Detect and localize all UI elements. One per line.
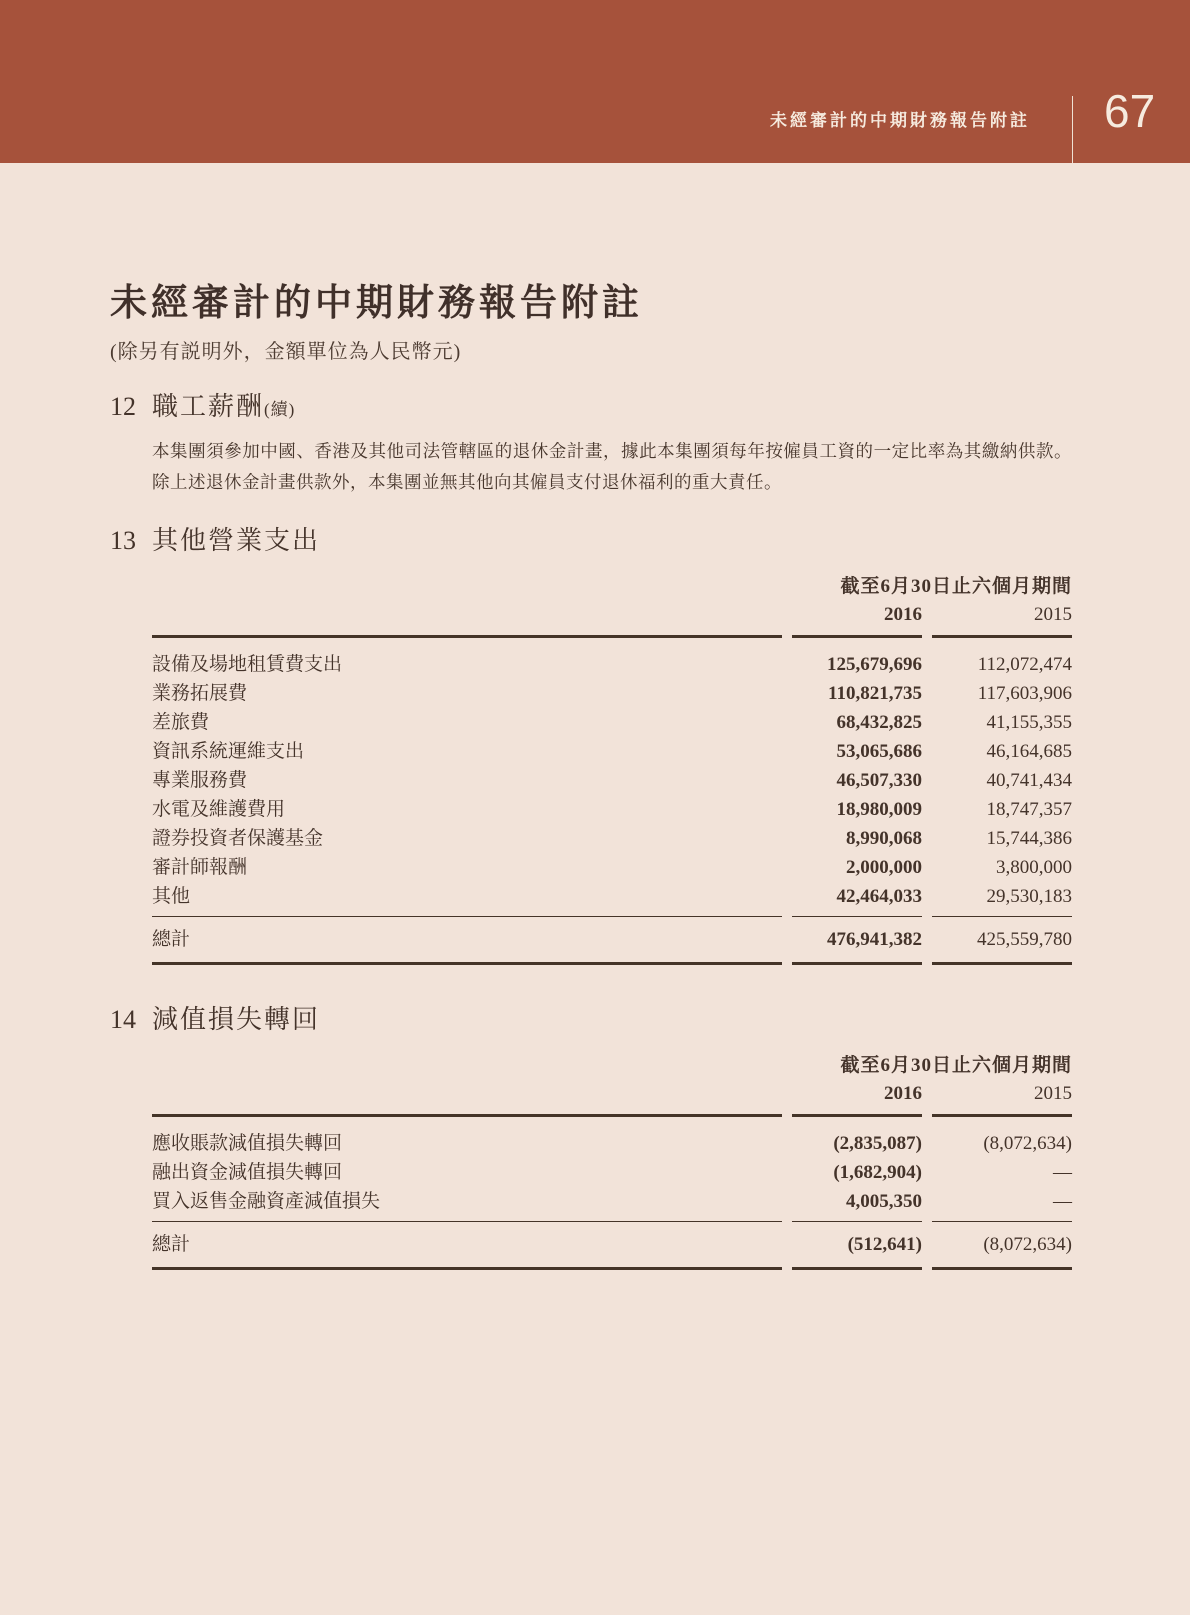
row-label: 買入返售金融資產減值損失 [152,1190,381,1212]
table-row [152,882,1072,911]
value-2015: 18,747,357 [986,798,1072,820]
value-2015: — [1053,1161,1072,1183]
value-2016: 2,000,000 [846,856,922,878]
row-label: 資訊系統運維支出 [152,740,305,762]
section-14-number: 14 [110,1004,136,1034]
value-2015: 41,155,355 [986,711,1072,733]
total-2015: 425,559,780 [977,928,1072,950]
table-body [152,1117,1072,1221]
year-column-headers [152,602,1072,628]
period-header: 截至6月30日止六個月期間 [840,1054,1072,1076]
table-total-row [152,1222,1072,1267]
table-body [152,638,1072,916]
value-2016: 110,821,735 [828,682,922,704]
value-2015: 40,741,434 [986,769,1072,791]
running-header-title: 未經審計的中期財務報告附註 [770,111,1030,130]
value-2016: 125,679,696 [827,653,922,675]
total-2016: (512,641) [847,1233,922,1255]
section-12-paragraph: 本集團須參加中國、香港及其他司法管轄區的退休金計畫，據此本集團須每年按僱員工資的一定比率為其繳納供款。除上述退休金計畫供款外，本集團並無其他向其僱員支付退休福利的重大責任。 [152,440,1072,492]
total-2016: 476,941,382 [827,928,922,950]
section-13-title: 其他營業支出 [152,525,321,555]
value-2016: 46,507,330 [836,769,922,791]
row-label: 差旅費 [152,711,210,733]
value-2016: 53,065,686 [836,740,922,762]
page-number: 67 [1104,85,1156,137]
row-label: 融出資金減值損失轉回 [152,1161,343,1183]
other-operating-expenses-table [152,573,1072,965]
year-2016-header: 2016 [884,1082,922,1104]
document-subtitle: (除另有説明外，金額單位為人民幣元) [110,340,462,363]
section-12-number: 12 [110,391,136,421]
value-2015: — [1053,1190,1072,1212]
value-2016: (1,682,904) [833,1161,922,1183]
table-row [152,708,1072,737]
total-2015: (8,072,634) [983,1233,1072,1255]
value-2016: 8,990,068 [846,827,922,849]
value-2015: (8,072,634) [983,1132,1072,1154]
section-12-heading [110,386,1072,423]
section-12-suffix: (續) [264,399,296,419]
table-row [152,824,1072,853]
value-2015: 117,603,906 [977,682,1072,704]
value-2016: 42,464,033 [836,885,922,907]
table-rule-thin [152,916,1072,917]
value-2016: 18,980,009 [836,798,922,820]
table-row [152,766,1072,795]
page-content [0,163,1190,1270]
table-row [152,679,1072,708]
total-label: 總計 [152,1233,191,1255]
year-2015-header: 2015 [1034,603,1072,625]
row-label: 證券投資者保護基金 [152,827,324,849]
year-column-headers [152,1081,1072,1107]
impairment-reversal-table [152,1052,1072,1270]
section-13-number: 13 [110,525,136,555]
table-rule-heavy [152,1114,1072,1117]
section-12-title: 職工薪酬 [152,391,265,421]
table-total-row [152,917,1072,962]
row-label: 應收賬款減值損失轉回 [152,1132,343,1154]
table-rule-heavy-bottom [152,962,1072,965]
value-2015: 15,744,386 [986,827,1072,849]
value-2016: 68,432,825 [836,711,922,733]
table-row [152,795,1072,824]
table-row [152,737,1072,766]
row-label: 審計師報酬 [152,856,248,878]
value-2016: 4,005,350 [846,1190,922,1212]
row-label: 業務拓展費 [152,682,248,704]
header-band [0,0,1190,163]
table-row [152,1187,1072,1216]
period-header: 截至6月30日止六個月期間 [840,575,1072,597]
value-2016: (2,835,087) [833,1132,922,1154]
total-label: 總計 [152,928,191,950]
table-row [152,1158,1072,1187]
value-2015: 46,164,685 [986,740,1072,762]
value-2015: 3,800,000 [996,856,1072,878]
year-2016-header: 2016 [884,603,922,625]
value-2015: 112,072,474 [977,653,1072,675]
row-label: 設備及場地租賃費支出 [152,653,343,675]
section-14-heading [110,999,1072,1036]
document-title: 未經審計的中期財務報告附註 [110,283,643,324]
header-divider [1072,96,1073,163]
year-2015-header: 2015 [1034,1082,1072,1104]
table-row [152,853,1072,882]
section-13-heading [110,520,1072,557]
section-14-title: 減值損失轉回 [152,1004,321,1034]
table-row [152,650,1072,679]
table-rule-heavy-bottom [152,1267,1072,1270]
row-label: 專業服務費 [152,769,248,791]
value-2015: 29,530,183 [986,885,1072,907]
table-rule-heavy [152,635,1072,638]
table-rule-thin [152,1221,1072,1222]
row-label: 其他 [152,885,191,907]
table-row [152,1129,1072,1158]
row-label: 水電及維護費用 [152,798,286,820]
